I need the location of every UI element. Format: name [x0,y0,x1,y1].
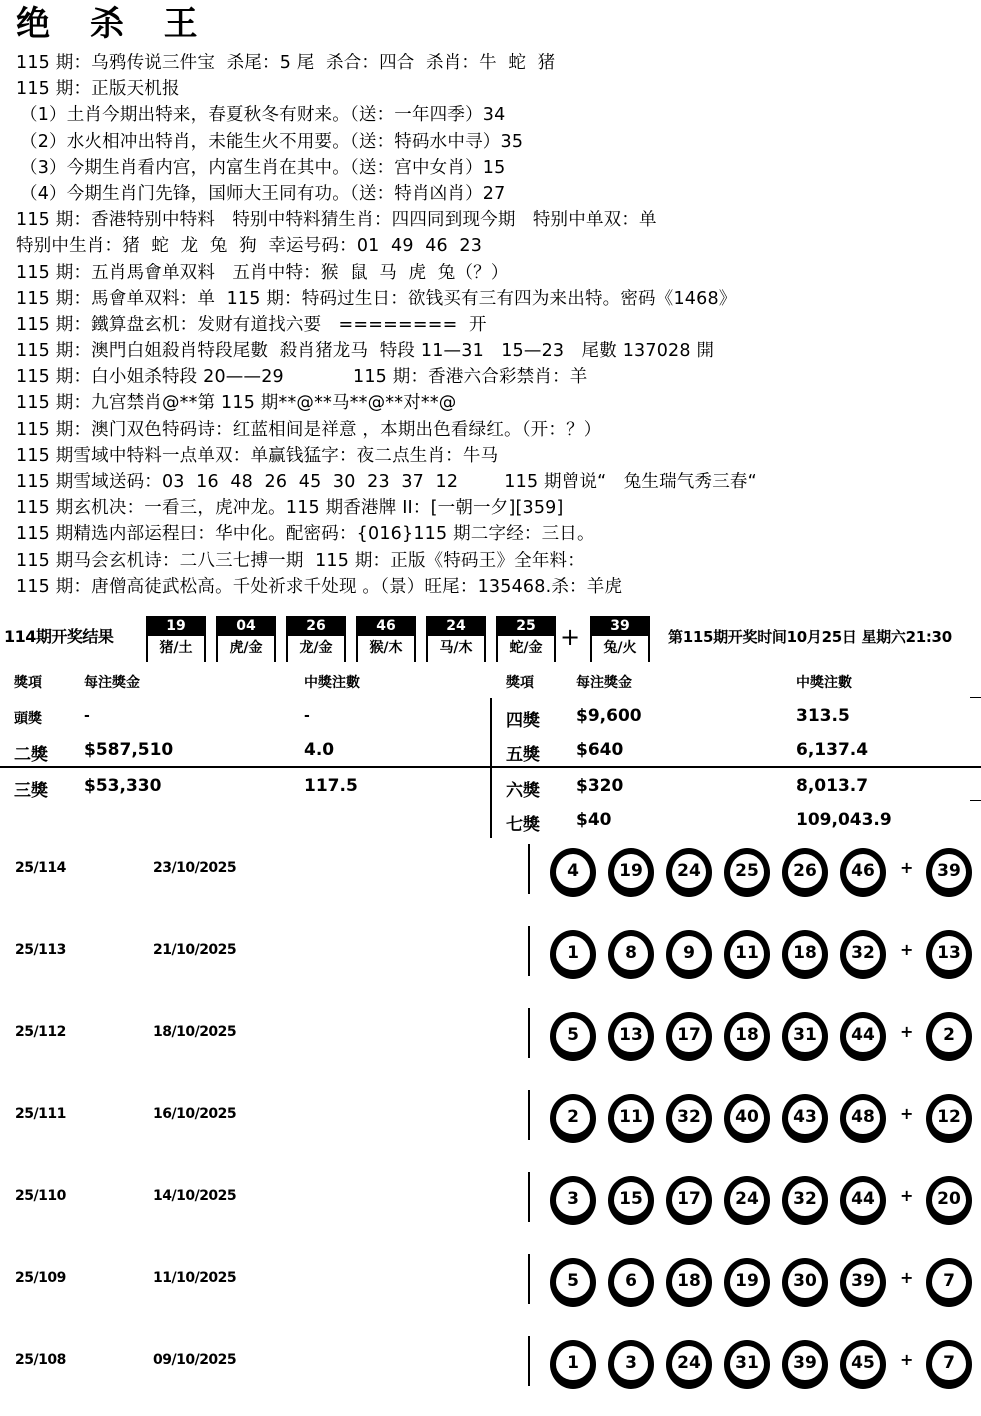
separator [528,844,530,894]
row-divider [0,766,981,768]
text-line: 115 期：正版天机报 [16,79,180,100]
special-ball: 39 [926,848,972,897]
ball-number: 24 [428,616,484,636]
number-ball: 18 [724,1012,770,1061]
plus-icon: + [900,1268,914,1287]
prize-count: 109,043.9 [796,810,892,830]
issue-number: 25/110 [15,1188,66,1204]
prediction-lines [16,50,976,600]
header-prize: 獎項 [506,675,534,691]
text-line: 115 期：九宫禁肖@**第 115 期**@**马**@**对**@ [16,393,457,414]
number-ball: 5 [550,1012,596,1061]
plus-icon: + [900,1022,914,1041]
text-line: 115 期：乌鸦传说三件宝 杀尾：5 尾 杀合：四合 杀肖：牛 蛇 猪 [16,53,556,73]
plus-icon: + [900,1350,914,1369]
ball-zodiac: 猴/木 [369,640,403,656]
draw-label: 114期开奖结果 [4,627,114,646]
text-line: （1）土肖今期出特来，春夏秋冬有财来。（送：一年四季）34 [20,105,506,126]
ball-zodiac: 猪/土 [159,640,193,656]
ball-number: 46 [358,616,414,636]
number-ball: 17 [666,1012,712,1061]
number-ball: 3 [608,1340,654,1389]
result-ball [216,616,276,662]
prize-count: 313.5 [796,706,850,726]
history-row [0,1252,981,1334]
number-ball: 32 [782,1176,828,1225]
ball-number: 04 [218,616,274,636]
plus-icon: + [900,858,914,877]
ball-zodiac: 马/木 [439,640,473,656]
number-ball: 31 [724,1340,770,1389]
result-ball [286,616,346,662]
prize-count: 4.0 [304,740,335,760]
text-line: 115 期：馬會单双料：单 115 期：特码过生日：欲钱买有三有四为来出特。密码《1468》 [16,288,737,309]
special-ball: 20 [926,1176,972,1225]
text-line: 115 期：澳門白姐殺肖特段尾數 殺肖猪龙马 特段 11—31 15—23 尾數 137028 開 [16,341,715,362]
draw-date: 18/10/2025 [153,1024,237,1040]
issue-number: 25/112 [15,1024,66,1040]
prize-count: 8,013.7 [796,776,869,796]
separator [528,926,530,976]
special-ball: 13 [926,930,972,979]
number-ball: 4 [550,848,596,897]
special-ball: 2 [926,1012,972,1061]
number-ball: 11 [608,1094,654,1143]
number-ball: 9 [666,930,712,979]
issue-number: 25/109 [15,1270,66,1286]
number-ball: 32 [666,1094,712,1143]
issue-number: 25/114 [15,860,66,876]
number-ball: 30 [782,1258,828,1307]
number-ball: 39 [782,1340,828,1389]
prize-name: 四獎 [506,711,540,731]
ball-zodiac: 龙/金 [299,640,333,656]
header-amount: 每注獎金 [84,675,140,691]
prize-amount: $53,330 [84,776,162,796]
text-line: 特别中生肖：猪 蛇 龙 兔 狗 幸运号码：01 49 46 23 [16,236,483,257]
history-row [0,1088,981,1170]
number-ball: 24 [724,1176,770,1225]
number-ball: 13 [608,1012,654,1061]
number-ball: 24 [666,848,712,897]
header-count: 中獎注數 [304,675,360,691]
history-row [0,842,981,924]
prize-name: 三獎 [14,781,48,801]
special-ball: 12 [926,1094,972,1143]
result-ball [146,616,206,662]
result-ball [356,616,416,662]
result-ball [426,616,486,662]
number-ball: 31 [782,1012,828,1061]
number-ball: 44 [840,1012,886,1061]
text-line: 115 期雪域送码：03 16 48 26 45 30 23 37 12 115 期曾说“ 兔生瑞气秀三春“ [16,472,757,492]
prize-table [0,666,981,838]
draw-date: 11/10/2025 [153,1270,237,1286]
ball-zodiac: 兔/火 [603,640,637,656]
issue-number: 25/108 [15,1352,66,1368]
number-ball: 1 [550,1340,596,1389]
ball-number: 39 [592,616,648,636]
prize-name: 七獎 [506,815,540,835]
number-ball: 26 [782,848,828,897]
number-ball: 39 [840,1258,886,1307]
prize-name: 五獎 [506,745,540,765]
number-ball: 48 [840,1094,886,1143]
number-ball: 2 [550,1094,596,1143]
plus-icon: + [900,1104,914,1123]
text-line: 115 期：澳门双色特码诗：红蓝相间是祥意 ，本期出色看绿红。（开：？） [16,419,602,440]
prize-amount: $9,600 [576,706,642,726]
header-count: 中獎注數 [796,675,852,691]
plus-icon: + [900,1186,914,1205]
tick-mark [970,800,981,801]
prize-count: 117.5 [304,776,358,796]
draw-date: 09/10/2025 [153,1352,237,1368]
ball-number: 26 [288,616,344,636]
text-line: 115 期精选内部运程曰：华中化。配密码：{016}115 期二字经：三日。 [16,524,595,545]
prize-name: 六獎 [506,781,540,801]
prize-amount: $587,510 [84,740,174,760]
number-ball: 19 [608,848,654,897]
ball-zodiac: 虎/金 [229,640,263,656]
header-prize: 獎項 [14,675,42,691]
prize-amount: $320 [576,776,624,796]
column-divider [490,698,492,838]
number-ball: 25 [724,848,770,897]
number-ball: 18 [666,1258,712,1307]
special-ball [590,616,650,662]
number-ball: 8 [608,930,654,979]
history-row [0,1334,981,1416]
separator [528,1172,530,1222]
text-line: 115 期：白小姐杀特段 20——29 115 期：香港六合彩禁肖：羊 [16,367,588,388]
number-ball: 46 [840,848,886,897]
ball-number: 25 [498,616,554,636]
text-line: 115 期玄机决：一看三，虎冲龙。115 期香港牌 II：[一朝一夕][359] [16,498,564,519]
result-ball [496,616,556,662]
separator [528,1008,530,1058]
text-line: （4）今期生肖门先锋，国师大王同有功。（送：特肖凶肖）27 [20,183,506,204]
draw-date: 16/10/2025 [153,1106,237,1122]
prize-name: 二獎 [14,745,48,765]
prize-amount: $40 [576,810,612,830]
number-ball: 11 [724,930,770,979]
next-draw-time: 第115期开奖时间10月25日 星期六21:30 [668,628,952,646]
number-ball: 24 [666,1340,712,1389]
number-ball: 17 [666,1176,712,1225]
separator [528,1090,530,1140]
header-amount: 每注獎金 [576,675,632,691]
history-row [0,1006,981,1088]
number-ball: 3 [550,1176,596,1225]
number-ball: 19 [724,1258,770,1307]
prize-count: 6,137.4 [796,740,869,760]
page-title: 绝 杀 王 [16,4,212,44]
special-ball: 7 [926,1340,972,1389]
plus-icon: + [900,940,914,959]
draw-date: 14/10/2025 [153,1188,237,1204]
separator [528,1336,530,1386]
text-line: 115 期：香港特别中特料 特别中特料猜生肖：四四同到现今期 特别中单双：单 [16,210,657,231]
history-row [0,1170,981,1252]
number-ball: 43 [782,1094,828,1143]
number-ball: 40 [724,1094,770,1143]
tick-mark [970,697,981,698]
separator [528,1254,530,1304]
number-ball: 45 [840,1340,886,1389]
prize-amount: - [84,708,90,724]
text-line: 115 期马会玄机诗：二八三七搏一期 115 期：正版《特码王》全年料： [16,550,585,571]
special-ball: 7 [926,1258,972,1307]
text-line: 115 期：唐僧高徒武松高。千处祈求千处现 。（景）旺尾：135468.杀：羊虎 [16,576,623,597]
issue-number: 25/111 [15,1106,66,1122]
text-line: （3）今期生肖看内宫，内富生肖在其中。（送：宫中女肖）15 [20,157,506,178]
number-ball: 44 [840,1176,886,1225]
draw-date: 21/10/2025 [153,942,237,958]
draw-date: 23/10/2025 [153,860,237,876]
issue-number: 25/113 [15,942,66,958]
number-ball: 1 [550,930,596,979]
text-line: 115 期雪域中特料一点单双：单赢钱猛字：夜二点生肖：牛马 [16,445,499,466]
ball-zodiac: 蛇/金 [509,640,543,656]
prize-name: 頭獎 [14,711,42,727]
draw-result-bar [0,614,981,664]
number-ball: 15 [608,1176,654,1225]
number-ball: 32 [840,930,886,979]
number-ball: 18 [782,930,828,979]
number-ball: 5 [550,1258,596,1307]
history-row [0,924,981,1006]
number-ball: 6 [608,1258,654,1307]
plus-icon: + [560,623,581,651]
text-line: （2）水火相冲出特肖，未能生火不用要。（送：特码水中寻）35 [20,131,524,152]
prize-count: - [304,708,310,724]
text-line: 115 期：五肖馬會单双料 五肖中特：猴 鼠 马 虎 兔（？） [16,262,509,283]
ball-number: 19 [148,616,204,636]
text-line: 115 期：鐵算盘玄机：发财有道找六要 ======== 开 [16,314,487,335]
prize-amount: $640 [576,740,624,760]
